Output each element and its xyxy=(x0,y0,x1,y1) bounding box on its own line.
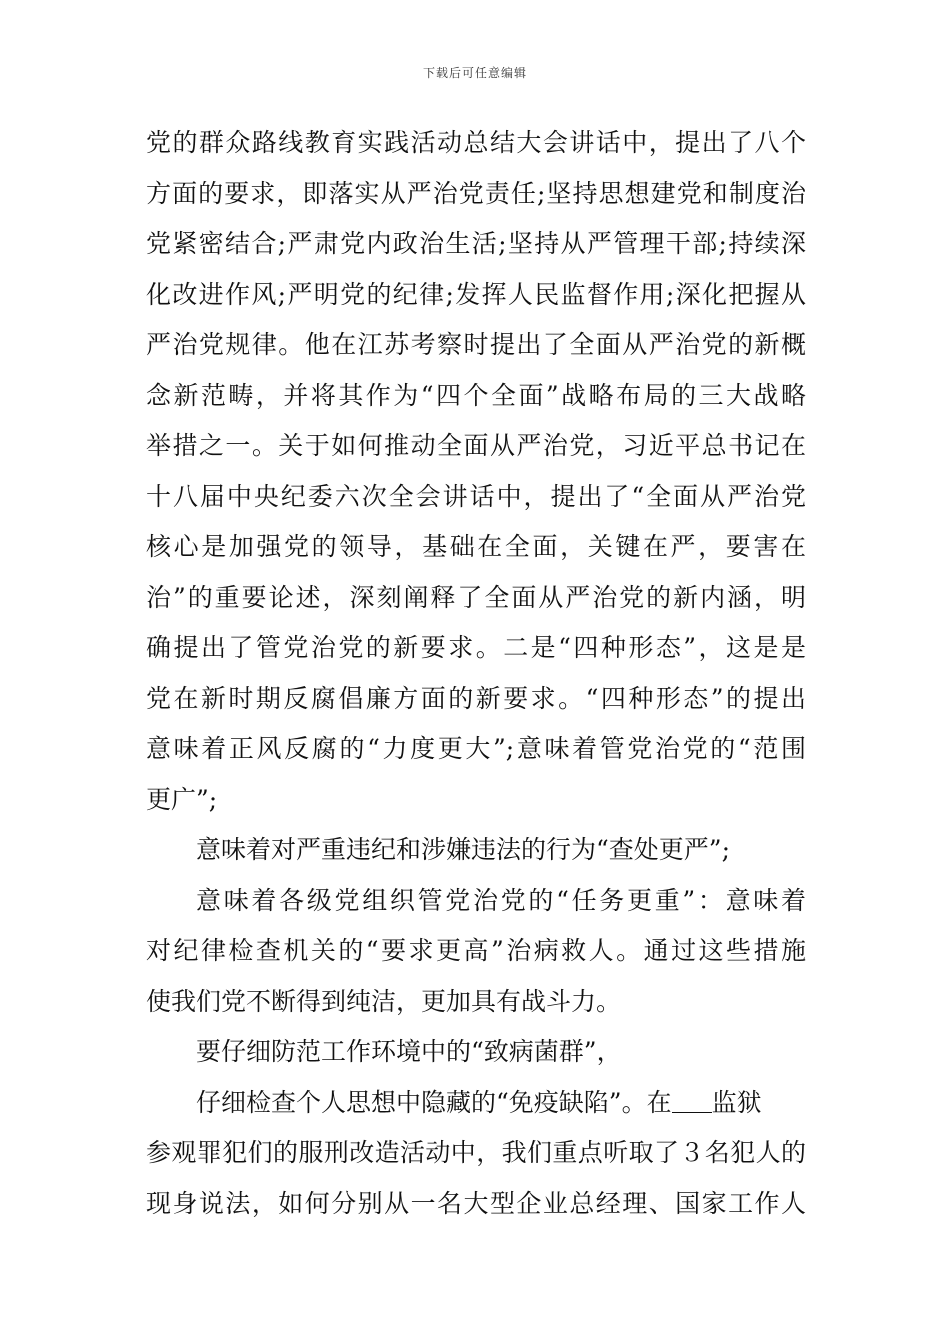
text-line: 要仔细防范工作环境中的“致病菌群”， xyxy=(196,1037,622,1066)
text-segment: 仔细检查个人思想中隐藏的“免疫缺陷”。在 xyxy=(196,1087,672,1117)
text-line: 使我们党不断得到纯洁，更加具有战斗力。 xyxy=(146,986,622,1016)
text-line: 对纪律检查机关的“要求更高”治病救人。通过这些措施 xyxy=(146,936,806,965)
text-line: 意味着对严重违纪和涉嫌违法的行为“查处更严”; xyxy=(196,835,730,864)
page-header: 下载后可任意编辑 xyxy=(422,66,527,80)
text-line: 确提出了管党治党的新要求。二是“四种形态”，这是是 xyxy=(146,633,806,662)
text-line: 党紧密结合;严肃党内政治生活;坚持从严管理干部;持续深 xyxy=(146,229,806,258)
text-line xyxy=(146,1078,806,1129)
text-line: 念新范畴，并将其作为“四个全面”战略布局的三大战略 xyxy=(146,380,806,410)
text-line: 治”的重要论述，深刻阐释了全面从严治党的新内涵，明 xyxy=(146,582,806,612)
text-segment: 监狱 xyxy=(711,1087,762,1117)
text-line: 党的群众路线教育实践活动总结大会讲话中，提出了八个 xyxy=(146,128,806,157)
text-line: 核心是加强党的领导，基础在全面，关键在严，要害在 xyxy=(146,532,806,561)
text-line: 举措之一。关于如何推动全面从严治党，习近平总书记在 xyxy=(146,431,806,460)
text-line: 党在新时期反腐倡廉方面的新要求。“四种形态”的提出 xyxy=(146,683,806,713)
text-line: 意味着各级党组织管党治党的“任务更重”：意味着 xyxy=(196,885,806,915)
text-line: 十八届中央纪委六次全会讲话中，提出了“全面从严治党 xyxy=(146,481,806,511)
text-line: 现身说法，如何分别从一名大型企业总经理、国家工作人 xyxy=(146,1188,806,1218)
text-line: 化改进作风;严明党的纪律;发挥人民监督作用;深化把握从 xyxy=(146,279,806,309)
text-line: 更广”; xyxy=(146,784,218,814)
text-line: 意味着正风反腐的“力度更大”;意味着管党治党的“范围 xyxy=(146,734,806,763)
text-line: 参观罪犯们的服刑改造活动中，我们重点听取了３名犯人的 xyxy=(146,1138,806,1167)
text-line: 方面的要求，即落实从严治党责任;坚持思想建党和制度治 xyxy=(146,178,806,208)
blank-underline xyxy=(672,1092,712,1113)
text-line: 严治党规律。他在江苏考察时提出了全面从严治党的新概 xyxy=(146,330,806,359)
document-body xyxy=(146,118,806,1229)
